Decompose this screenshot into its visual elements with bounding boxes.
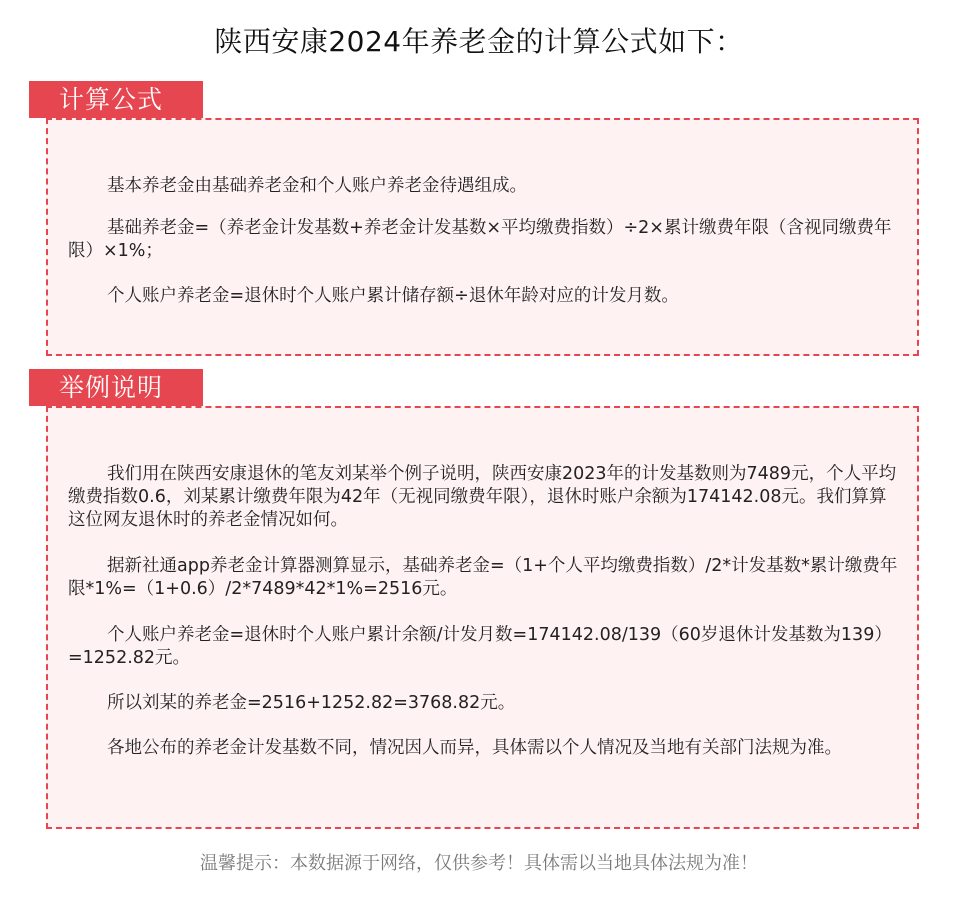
example-paragraph-1: 我们用在陕西安康退休的笔友刘某举个例子说明，陕西安康2023年的计发基数则为7489元，个人平均缴费指数0.6，刘某累计缴费年限为42年（无视同缴费年限），退休时账户余额为174142.08元。我们算算这位网友退休时的养老金情况如何。 [68,464,897,530]
example-paragraph-2: 据新社通app养老金计算器测算显示，基础养老金=（1+个人平均缴费指数）/2*计发基数*累计缴费年限*1%=（1+0.6）/2*7489*42*1%=2516元。 [68,556,898,599]
section-tab-example: 举例说明 [29,369,203,406]
example-paragraph-4: 所以刘某的养老金=2516+1252.82=3768.82元。 [107,693,516,713]
example-paragraph-5: 各地公布的养老金计发基数不同，情况因人而异，具体需以个人情况及当地有关部门法规为准。 [107,738,842,758]
page-title: 陕西安康2024年养老金的计算公式如下： [214,25,744,58]
footer-note: 温馨提示：本数据源于网络，仅供参考！具体需以当地具体法规为准！ [200,853,758,874]
section-tab-formula: 计算公式 [29,81,203,118]
formula-paragraph-3: 个人账户养老金=退休时个人账户累计储存额÷退休年龄对应的计发月数。 [107,286,679,306]
example-paragraph-3: 个人账户养老金=退休时个人账户累计余额/计发月数=174142.08/139（60岁退休计发基数为139）=1252.82元。 [68,625,892,668]
formula-paragraph-1: 基本养老金由基础养老金和个人账户养老金待遇组成。 [107,176,527,196]
formula-paragraph-2: 基础养老金=（养老金计发基数+养老金计发基数×平均缴费指数）÷2×累计缴费年限（含视同缴费年限）×1%； [68,218,892,261]
